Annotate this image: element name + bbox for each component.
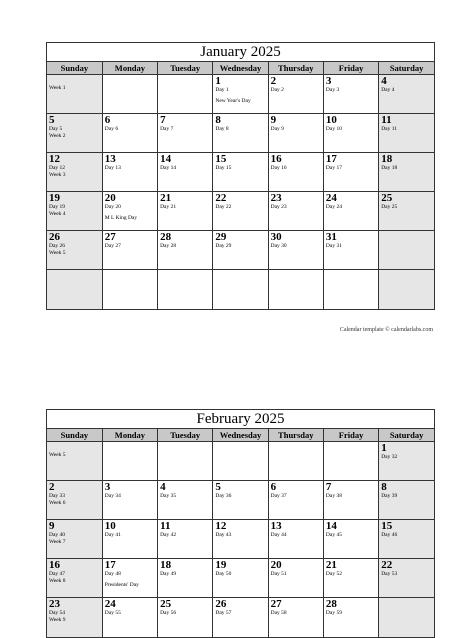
day-cell[interactable] (47, 114, 102, 153)
week-row (47, 192, 434, 231)
day-number: 28 (160, 231, 172, 243)
day-number: 17 (104, 559, 116, 571)
day-of-year: Day 23 (270, 204, 287, 210)
day-cell[interactable] (268, 270, 323, 309)
day-of-year: Day 27 (104, 243, 121, 249)
holiday-label: New Year's Day (215, 98, 251, 104)
day-of-year: Day 50 (215, 571, 232, 577)
day-cell[interactable] (47, 481, 102, 520)
day-cell[interactable] (102, 559, 157, 598)
day-cell[interactable] (379, 153, 434, 192)
day-of-year: Day 11 (381, 126, 398, 132)
day-cell[interactable] (158, 153, 213, 192)
day-of-year: Day 38 (325, 493, 342, 499)
week-row (47, 442, 434, 481)
day-cell[interactable] (102, 520, 157, 559)
day-of-year: Day 54 (49, 610, 66, 616)
day-number: 21 (325, 559, 337, 571)
week-number: Week 1 (49, 85, 66, 91)
day-cell[interactable] (213, 153, 268, 192)
day-number: 20 (270, 559, 282, 571)
day-cell[interactable] (102, 481, 157, 520)
day-number: 9 (270, 114, 277, 126)
day-cell[interactable] (47, 270, 102, 309)
day-cell[interactable] (379, 520, 434, 559)
day-of-year: Day 6 (104, 126, 119, 132)
day-of-year: Day 12 (49, 165, 66, 171)
day-number: 19 (215, 559, 227, 571)
day-of-year: Day 34 (104, 493, 121, 499)
day-cell[interactable] (158, 598, 213, 637)
calendar-february (46, 409, 435, 638)
day-of-year: Day 46 (381, 532, 398, 538)
holiday-label: M L King Day (104, 215, 138, 221)
week-row (47, 520, 434, 559)
day-cell[interactable] (47, 520, 102, 559)
day-cell[interactable] (158, 114, 213, 153)
day-cell[interactable] (158, 481, 213, 520)
week-row (47, 270, 434, 309)
day-cell[interactable] (213, 114, 268, 153)
weekday-header: Thursday (268, 429, 323, 442)
day-number: 16 (49, 559, 60, 571)
day-of-year: Day 28 (160, 243, 177, 249)
day-number: 3 (325, 75, 332, 87)
day-of-year: Day 9 (270, 126, 284, 132)
day-of-year: Day 19 (49, 204, 66, 210)
weekday-header: Friday (323, 429, 378, 442)
day-number: 12 (49, 153, 60, 165)
day-number: 22 (381, 559, 393, 571)
day-number: 8 (215, 114, 221, 126)
day-cell[interactable] (323, 270, 378, 309)
day-of-year: Day 10 (325, 126, 342, 132)
day-of-year: Day 52 (325, 571, 342, 577)
day-of-year: Day 37 (270, 493, 287, 499)
day-cell[interactable] (268, 520, 323, 559)
day-of-year: Day 5 (49, 126, 63, 132)
day-cell[interactable] (158, 75, 213, 114)
day-of-year: Day 30 (270, 243, 287, 249)
day-number: 26 (49, 231, 60, 243)
calendar-january (46, 42, 435, 310)
day-cell[interactable] (213, 270, 268, 309)
day-cell[interactable] (323, 598, 378, 637)
weekday-header: Tuesday (158, 429, 213, 442)
day-cell[interactable] (47, 559, 102, 598)
day-of-year: Day 13 (104, 165, 121, 171)
day-cell[interactable] (213, 75, 268, 114)
day-cell[interactable] (158, 270, 213, 309)
day-of-year: Day 17 (325, 165, 342, 171)
day-cell[interactable] (47, 192, 102, 231)
day-cell[interactable] (268, 153, 323, 192)
week-number: Week 6 (49, 500, 66, 506)
day-cell[interactable] (213, 559, 268, 598)
day-cell[interactable] (323, 231, 378, 270)
day-of-year: Day 20 (104, 204, 121, 210)
day-cell[interactable] (102, 270, 157, 309)
day-of-year: Day 4 (381, 87, 395, 93)
day-number: 12 (215, 520, 227, 532)
day-cell[interactable] (102, 598, 157, 637)
day-number: 13 (104, 153, 116, 165)
weekday-header: Friday (323, 62, 378, 75)
holiday-label: Presidents' Day (104, 582, 139, 588)
day-of-year: Day 26 (49, 243, 66, 249)
day-cell[interactable] (323, 520, 378, 559)
weekday-header: Saturday (379, 429, 434, 442)
weekday-header: Saturday (379, 62, 434, 75)
day-cell[interactable] (213, 520, 268, 559)
month-title: February 2025 (47, 410, 434, 429)
month-grid (47, 62, 434, 309)
day-number: 4 (381, 75, 387, 87)
day-number: 16 (270, 153, 282, 165)
day-cell[interactable] (158, 442, 213, 481)
day-number: 8 (381, 481, 387, 493)
day-number: 24 (325, 192, 337, 204)
day-cell[interactable] (158, 520, 213, 559)
day-number: 11 (160, 520, 171, 532)
day-of-year: Day 25 (381, 204, 398, 210)
day-cell[interactable] (379, 559, 434, 598)
day-cell[interactable] (47, 75, 102, 114)
day-number: 7 (160, 114, 166, 126)
month-body (47, 75, 434, 309)
day-of-year: Day 31 (325, 243, 342, 249)
day-cell[interactable] (323, 114, 378, 153)
day-number: 14 (160, 153, 172, 165)
day-of-year: Day 41 (104, 532, 121, 538)
day-cell[interactable] (379, 114, 434, 153)
day-cell[interactable] (323, 192, 378, 231)
month-grid (47, 429, 434, 637)
week-row (47, 598, 434, 637)
day-cell[interactable] (379, 75, 434, 114)
day-number: 25 (381, 192, 393, 204)
week-row (47, 75, 434, 114)
day-of-year: Day 7 (160, 126, 174, 132)
day-of-year: Day 2 (270, 87, 284, 93)
day-number: 15 (215, 153, 227, 165)
day-cell[interactable] (213, 598, 268, 637)
week-number: Week 2 (49, 133, 66, 139)
week-row (47, 153, 434, 192)
day-of-year: Day 1 (215, 87, 229, 93)
day-cell[interactable] (102, 114, 157, 153)
day-cell[interactable] (323, 153, 378, 192)
day-number: 29 (215, 231, 227, 243)
day-number: 9 (49, 520, 55, 532)
day-number: 2 (49, 481, 55, 493)
weekday-header: Sunday (47, 62, 102, 75)
day-of-year: Day 3 (325, 87, 340, 93)
day-cell[interactable] (268, 481, 323, 520)
day-number: 13 (270, 520, 282, 532)
day-of-year: Day 21 (160, 204, 177, 210)
day-cell[interactable] (323, 442, 378, 481)
week-number: Week 9 (49, 617, 66, 623)
month-body (47, 442, 434, 637)
day-of-year: Day 55 (104, 610, 121, 616)
day-cell[interactable] (379, 442, 434, 481)
day-of-year: Day 15 (215, 165, 232, 171)
day-number: 23 (49, 598, 60, 610)
day-number: 2 (270, 75, 277, 87)
day-number: 20 (104, 192, 116, 204)
day-cell[interactable] (47, 442, 102, 481)
week-number: Week 4 (49, 211, 66, 217)
day-cell[interactable] (47, 231, 102, 270)
day-of-year: Day 22 (215, 204, 232, 210)
day-number: 30 (270, 231, 282, 243)
day-of-year: Day 18 (381, 165, 398, 171)
day-cell[interactable] (268, 559, 323, 598)
day-number: 1 (381, 442, 387, 454)
day-cell[interactable] (102, 192, 157, 231)
day-number: 10 (104, 520, 116, 532)
day-cell[interactable] (47, 598, 102, 637)
day-of-year: Day 8 (215, 126, 229, 132)
day-number: 27 (270, 598, 282, 610)
weekday-header: Sunday (47, 429, 102, 442)
weekday-header: Tuesday (158, 62, 213, 75)
weekday-header: Wednesday (213, 62, 268, 75)
day-of-year: Day 47 (49, 571, 66, 577)
day-cell[interactable] (268, 75, 323, 114)
week-row (47, 559, 434, 598)
month-title: January 2025 (47, 43, 434, 62)
day-cell[interactable] (379, 598, 434, 637)
day-number: 5 (49, 114, 55, 126)
day-of-year: Day 53 (381, 571, 398, 577)
day-of-year: Day 56 (160, 610, 177, 616)
footer-credit: Calendar template © calendarlabs.com (339, 327, 433, 333)
day-of-year: Day 40 (49, 532, 66, 538)
week-number: Week 5 (49, 452, 66, 458)
day-cell[interactable] (213, 192, 268, 231)
day-number: 28 (325, 598, 337, 610)
day-cell[interactable] (102, 75, 157, 114)
day-cell[interactable] (268, 442, 323, 481)
weekday-header-row (47, 429, 434, 442)
day-cell[interactable] (213, 442, 268, 481)
day-of-year: Day 43 (215, 532, 232, 538)
week-number: Week 5 (49, 250, 66, 256)
day-cell[interactable] (158, 559, 213, 598)
day-cell[interactable] (102, 442, 157, 481)
day-number: 21 (160, 192, 172, 204)
weekday-header-row (47, 62, 434, 75)
day-number: 7 (325, 481, 332, 493)
day-number: 26 (215, 598, 227, 610)
day-number: 5 (215, 481, 221, 493)
day-number: 10 (325, 114, 337, 126)
week-number: Week 7 (49, 539, 66, 545)
day-number: 11 (381, 114, 392, 126)
day-of-year: Day 39 (381, 493, 398, 499)
day-number: 31 (325, 231, 337, 243)
day-cell[interactable] (102, 231, 157, 270)
weekday-header: Monday (102, 429, 157, 442)
day-number: 24 (104, 598, 116, 610)
day-number: 25 (160, 598, 172, 610)
day-of-year: Day 35 (160, 493, 177, 499)
day-number: 4 (160, 481, 166, 493)
day-number: 22 (215, 192, 227, 204)
day-cell[interactable] (213, 231, 268, 270)
day-of-year: Day 24 (325, 204, 342, 210)
day-number: 18 (160, 559, 172, 571)
day-cell[interactable] (102, 153, 157, 192)
day-cell[interactable] (47, 153, 102, 192)
day-of-year: Day 59 (325, 610, 342, 616)
day-number: 1 (215, 75, 221, 87)
day-number: 6 (104, 114, 111, 126)
day-number: 15 (381, 520, 393, 532)
day-of-year: Day 44 (270, 532, 287, 538)
day-cell[interactable] (379, 231, 434, 270)
day-cell[interactable] (379, 270, 434, 309)
day-number: 19 (49, 192, 60, 204)
day-of-year: Day 33 (49, 493, 66, 499)
weekday-header: Thursday (268, 62, 323, 75)
day-number: 14 (325, 520, 337, 532)
day-of-year: Day 51 (270, 571, 287, 577)
day-cell[interactable] (268, 192, 323, 231)
week-number: Week 8 (49, 578, 66, 584)
day-cell[interactable] (158, 231, 213, 270)
day-cell[interactable] (268, 598, 323, 637)
day-number: 23 (270, 192, 282, 204)
week-row (47, 114, 434, 153)
day-cell[interactable] (323, 559, 378, 598)
day-of-year: Day 14 (160, 165, 177, 171)
day-cell[interactable] (268, 114, 323, 153)
day-of-year: Day 48 (104, 571, 121, 577)
day-cell[interactable] (158, 192, 213, 231)
day-cell[interactable] (268, 231, 323, 270)
day-number: 17 (325, 153, 337, 165)
day-of-year: Day 32 (381, 454, 398, 460)
day-cell[interactable] (323, 481, 378, 520)
week-number: Week 3 (49, 172, 66, 178)
day-number: 18 (381, 153, 393, 165)
day-of-year: Day 58 (270, 610, 287, 616)
day-cell[interactable] (213, 481, 268, 520)
week-row (47, 481, 434, 520)
day-cell[interactable] (379, 192, 434, 231)
day-cell[interactable] (323, 75, 378, 114)
day-of-year: Day 45 (325, 532, 342, 538)
weekday-header: Wednesday (213, 429, 268, 442)
day-number: 3 (104, 481, 111, 493)
day-number: 27 (104, 231, 116, 243)
day-number: 6 (270, 481, 277, 493)
day-of-year: Day 57 (215, 610, 232, 616)
day-of-year: Day 42 (160, 532, 177, 538)
day-of-year: Day 16 (270, 165, 287, 171)
weekday-header: Monday (102, 62, 157, 75)
day-of-year: Day 49 (160, 571, 177, 577)
day-of-year: Day 36 (215, 493, 232, 499)
week-row (47, 231, 434, 270)
day-cell[interactable] (379, 481, 434, 520)
day-of-year: Day 29 (215, 243, 232, 249)
